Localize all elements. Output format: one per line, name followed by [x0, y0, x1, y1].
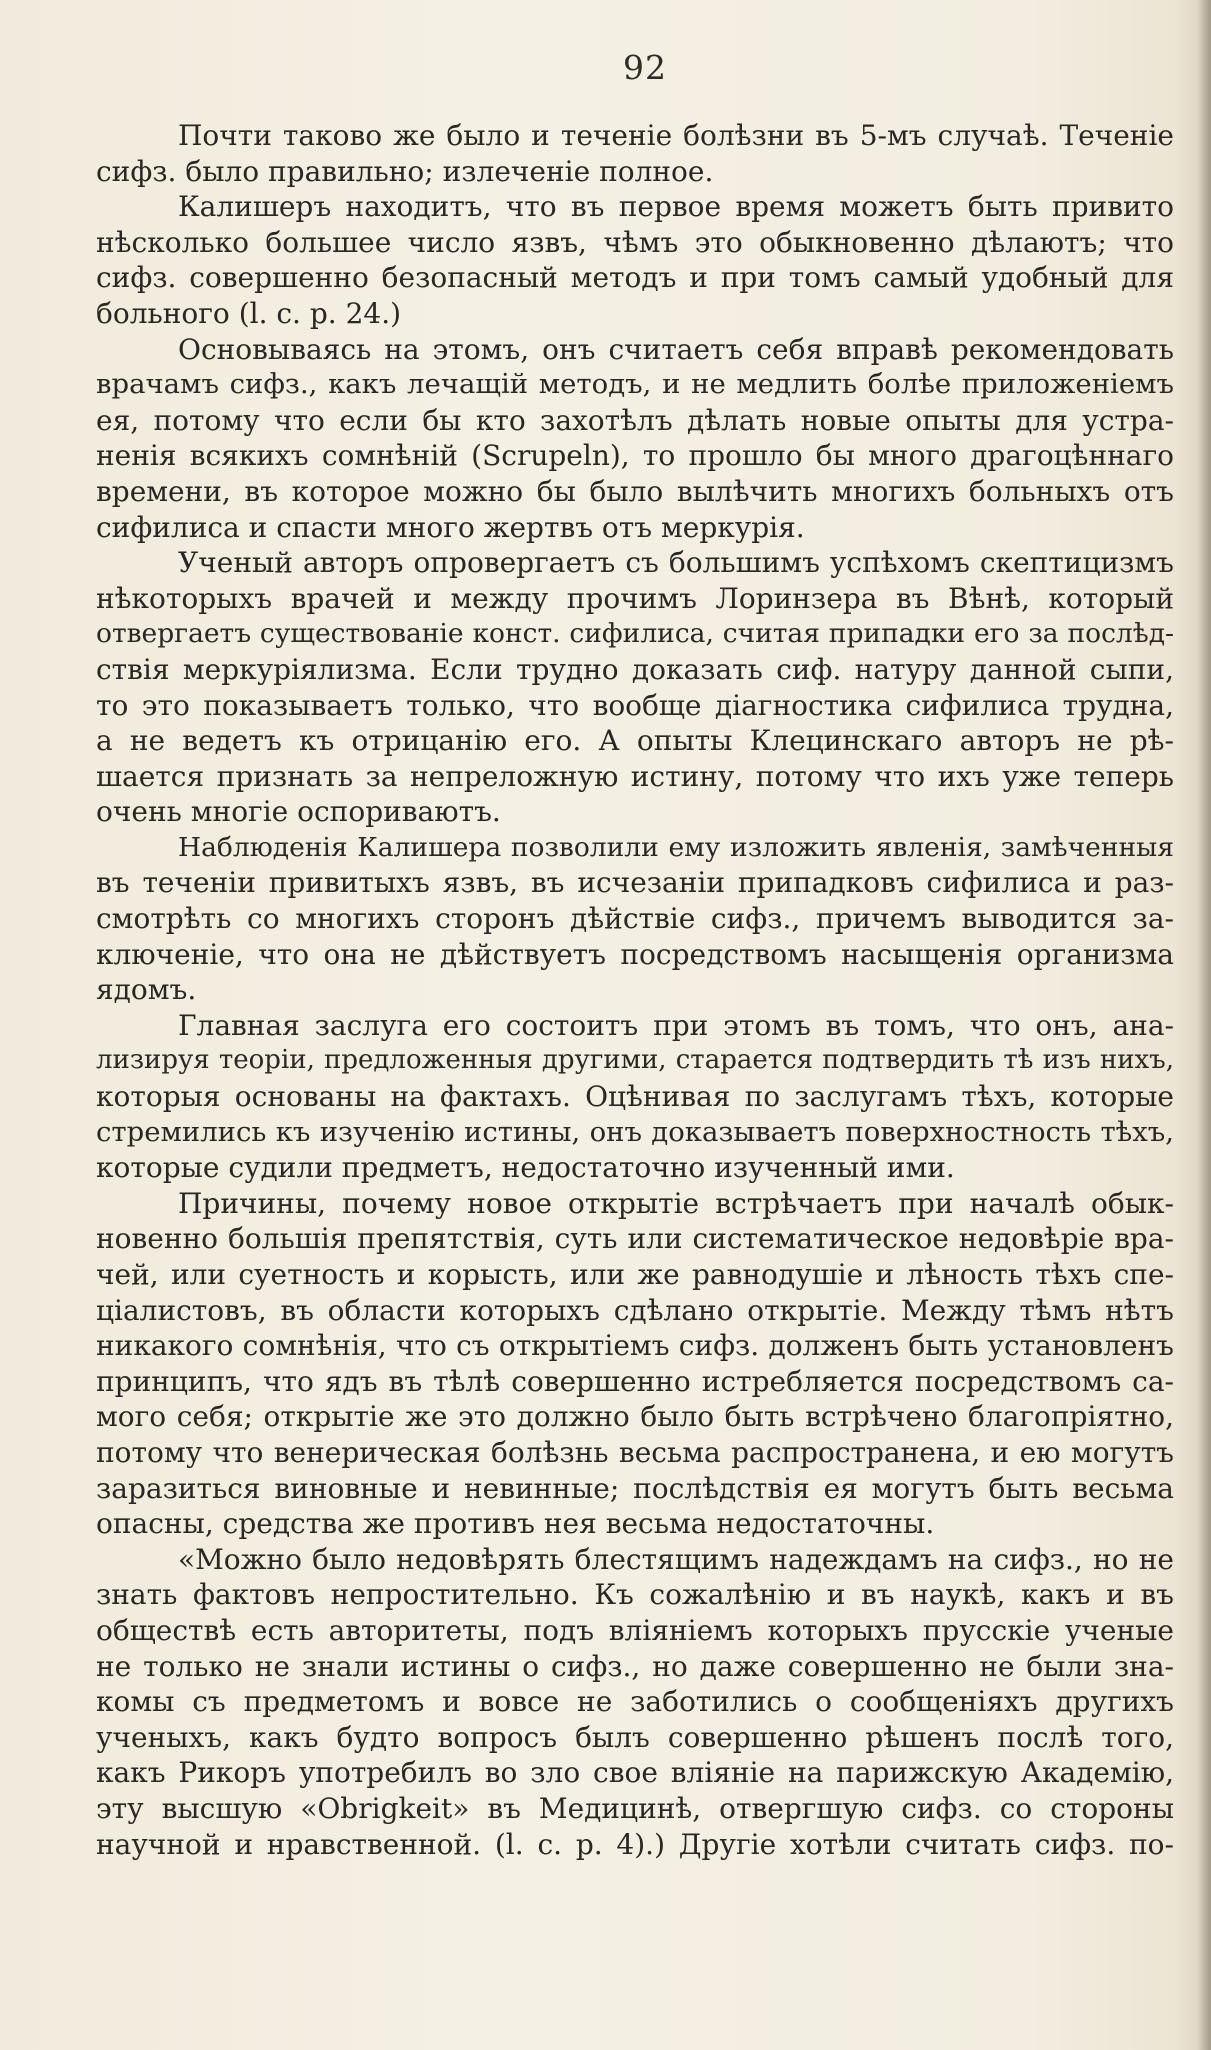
body-text: [96, 118, 1174, 1862]
text-line: лизируя теоріи, предложенныя другими, старается подтвердить тѣ изъ нихъ,: [96, 1045, 1174, 1076]
text-line: сифилиса и спасти много жертвъ отъ меркурія.: [96, 510, 805, 544]
text-line: больного (l. c. p. 24.): [96, 296, 402, 330]
text-line: Почти таково же было и теченіе болѣзни въ 5-мъ случаѣ. Теченіе: [178, 119, 1174, 152]
text-line: ствія меркуріялизма. Если трудно доказать сиф. натуру данной сыпи,: [96, 652, 1174, 686]
text-line: Наблюденія Калишера позволили ему изложить явленія, замѣченныя: [178, 831, 1174, 863]
text-line: ея, потому что если бы кто захотѣлъ дѣлать новые опыты для устра-: [96, 403, 1174, 437]
text-line: нѣкоторыхъ врачей и между прочимъ Лоринзера въ Вѣнѣ, который: [96, 581, 1174, 615]
text-line: которыя основаны на фактахъ. Оцѣнивая по заслугамъ тѣхъ, которые: [96, 1080, 1174, 1114]
text-line: ученыхъ, какъ будто вопросъ былъ совершенно рѣшенъ послѣ того,: [96, 1720, 1174, 1754]
text-line: очень многіе оспориваютъ.: [96, 795, 501, 829]
text-line: мого себя; открытіе же это должно было быть встрѣчено благопріятно,: [96, 1400, 1174, 1434]
text-line: потому что венерическая болѣзнь весьма распространена, и ею могутъ: [96, 1435, 1174, 1469]
text-line: смотрѣть со многихъ сторонъ дѣйствіе сифз., причемъ выводится за-: [96, 902, 1174, 936]
text-line: комы съ предметомъ и вовсе не заботились о сообщеніяхъ другихъ: [96, 1685, 1174, 1719]
text-line: обществѣ есть авторитеты, подъ вліяніемъ которыхъ прусскіе ученые: [96, 1613, 1174, 1647]
text-line: въ теченіи привитыхъ язвъ, въ исчезаніи припадковъ сифилиса и раз-: [96, 866, 1174, 900]
text-line: которые судили предметъ, недостаточно изученный ими.: [96, 1151, 955, 1185]
text-line: шается признать за непреложную истину, потому что ихъ уже теперь: [96, 759, 1174, 793]
text-line: врачамъ сифз., какъ лечащій методъ, и не медлить болѣе приложеніемъ: [96, 368, 1174, 401]
text-line: заразиться виновные и невинные; послѣдствія ея могутъ быть весьма: [96, 1471, 1174, 1505]
text-line: научной и нравственной. (l. c. p. 4).) Другіе хотѣли считать сифз. по-: [96, 1827, 1174, 1861]
text-line: ключеніе, что она не дѣйствуетъ посредствомъ насыщенія организма: [96, 937, 1174, 971]
text-line: Ученый авторъ опровергаетъ съ большимъ успѣхомъ скептицизмъ: [178, 546, 1174, 580]
text-line: Калишеръ находитъ, что въ первое время можетъ быть привито: [178, 190, 1174, 224]
text-line: опасны, средства же противъ нея весьма недостаточны.: [96, 1507, 935, 1541]
text-line: сифз. совершенно безопасный методъ и при томъ самый удобный для: [96, 261, 1174, 295]
text-line: ядомъ.: [96, 973, 197, 1007]
text-line: времени, въ которое можно бы было вылѣчить многихъ больныхъ отъ: [96, 474, 1174, 508]
text-line: какъ Рикоръ употребилъ во зло свое вліяніе на парижскую Академію,: [96, 1756, 1174, 1790]
page-number: 92: [623, 48, 667, 87]
text-line: стремились къ изученію истины, онъ доказываетъ поверхностность тѣхъ,: [96, 1115, 1174, 1148]
text-line: эту высшую «Obrigkeit» въ Медицинѣ, отвергшую сифз. со стороны: [96, 1791, 1174, 1825]
text-line: принципъ, что ядъ въ тѣлѣ совершенно истребляется посредствомъ са-: [96, 1364, 1174, 1398]
text-line: ціалистовъ, въ области которыхъ сдѣлано открытіе. Между тѣмъ нѣтъ: [96, 1293, 1174, 1327]
text-line: новенно большія препятствія, суть или систематическое недовѣріе вра-: [96, 1222, 1174, 1256]
text-line: нѣсколько большее число язвъ, чѣмъ это обыкновенно дѣлаютъ; что: [96, 225, 1174, 259]
text-line: отвергаетъ существованіе конст. сифилиса, считая припадки его за послѣд-: [96, 618, 1174, 650]
text-line: знать фактовъ непростительно. Къ сожалѣнію и въ наукѣ, какъ и въ: [96, 1578, 1174, 1612]
text-line: то это показываетъ только, что вообще діагностика сифилиса трудна,: [96, 688, 1174, 722]
text-line: «Можно было недовѣрять блестящимъ надеждамъ на сифз., но не: [178, 1542, 1174, 1576]
page-edge-shadow: [1197, 0, 1211, 2050]
text-line: Главная заслуга его состоитъ при этомъ въ томъ, что онъ, ана-: [178, 1008, 1174, 1042]
text-line: Причины, почему новое открытіе встрѣчаетъ при началѣ обык-: [178, 1186, 1174, 1220]
text-line: Основываясь на этомъ, онъ считаетъ себя вправѣ рекомендовать: [178, 332, 1174, 366]
text-line: сифз. было правильно; излеченіе полное.: [96, 154, 714, 188]
text-line: чей, или суетность и корысть, или же равнодушіе и лѣность тѣхъ спе-: [96, 1258, 1174, 1291]
text-line: ненія всякихъ сомнѣній (Scrupeln), то прошло бы много драгоцѣннаго: [96, 439, 1174, 473]
text-line: никакого сомнѣнія, что съ открытіемъ сифз. долженъ быть установленъ: [96, 1329, 1174, 1363]
text-line: а не ведетъ къ отрицанію его. А опыты Клецинскаго авторъ не рѣ-: [96, 724, 1174, 758]
text-line: не только не знали истины о сифз., но даже совершенно не были зна-: [96, 1649, 1174, 1683]
